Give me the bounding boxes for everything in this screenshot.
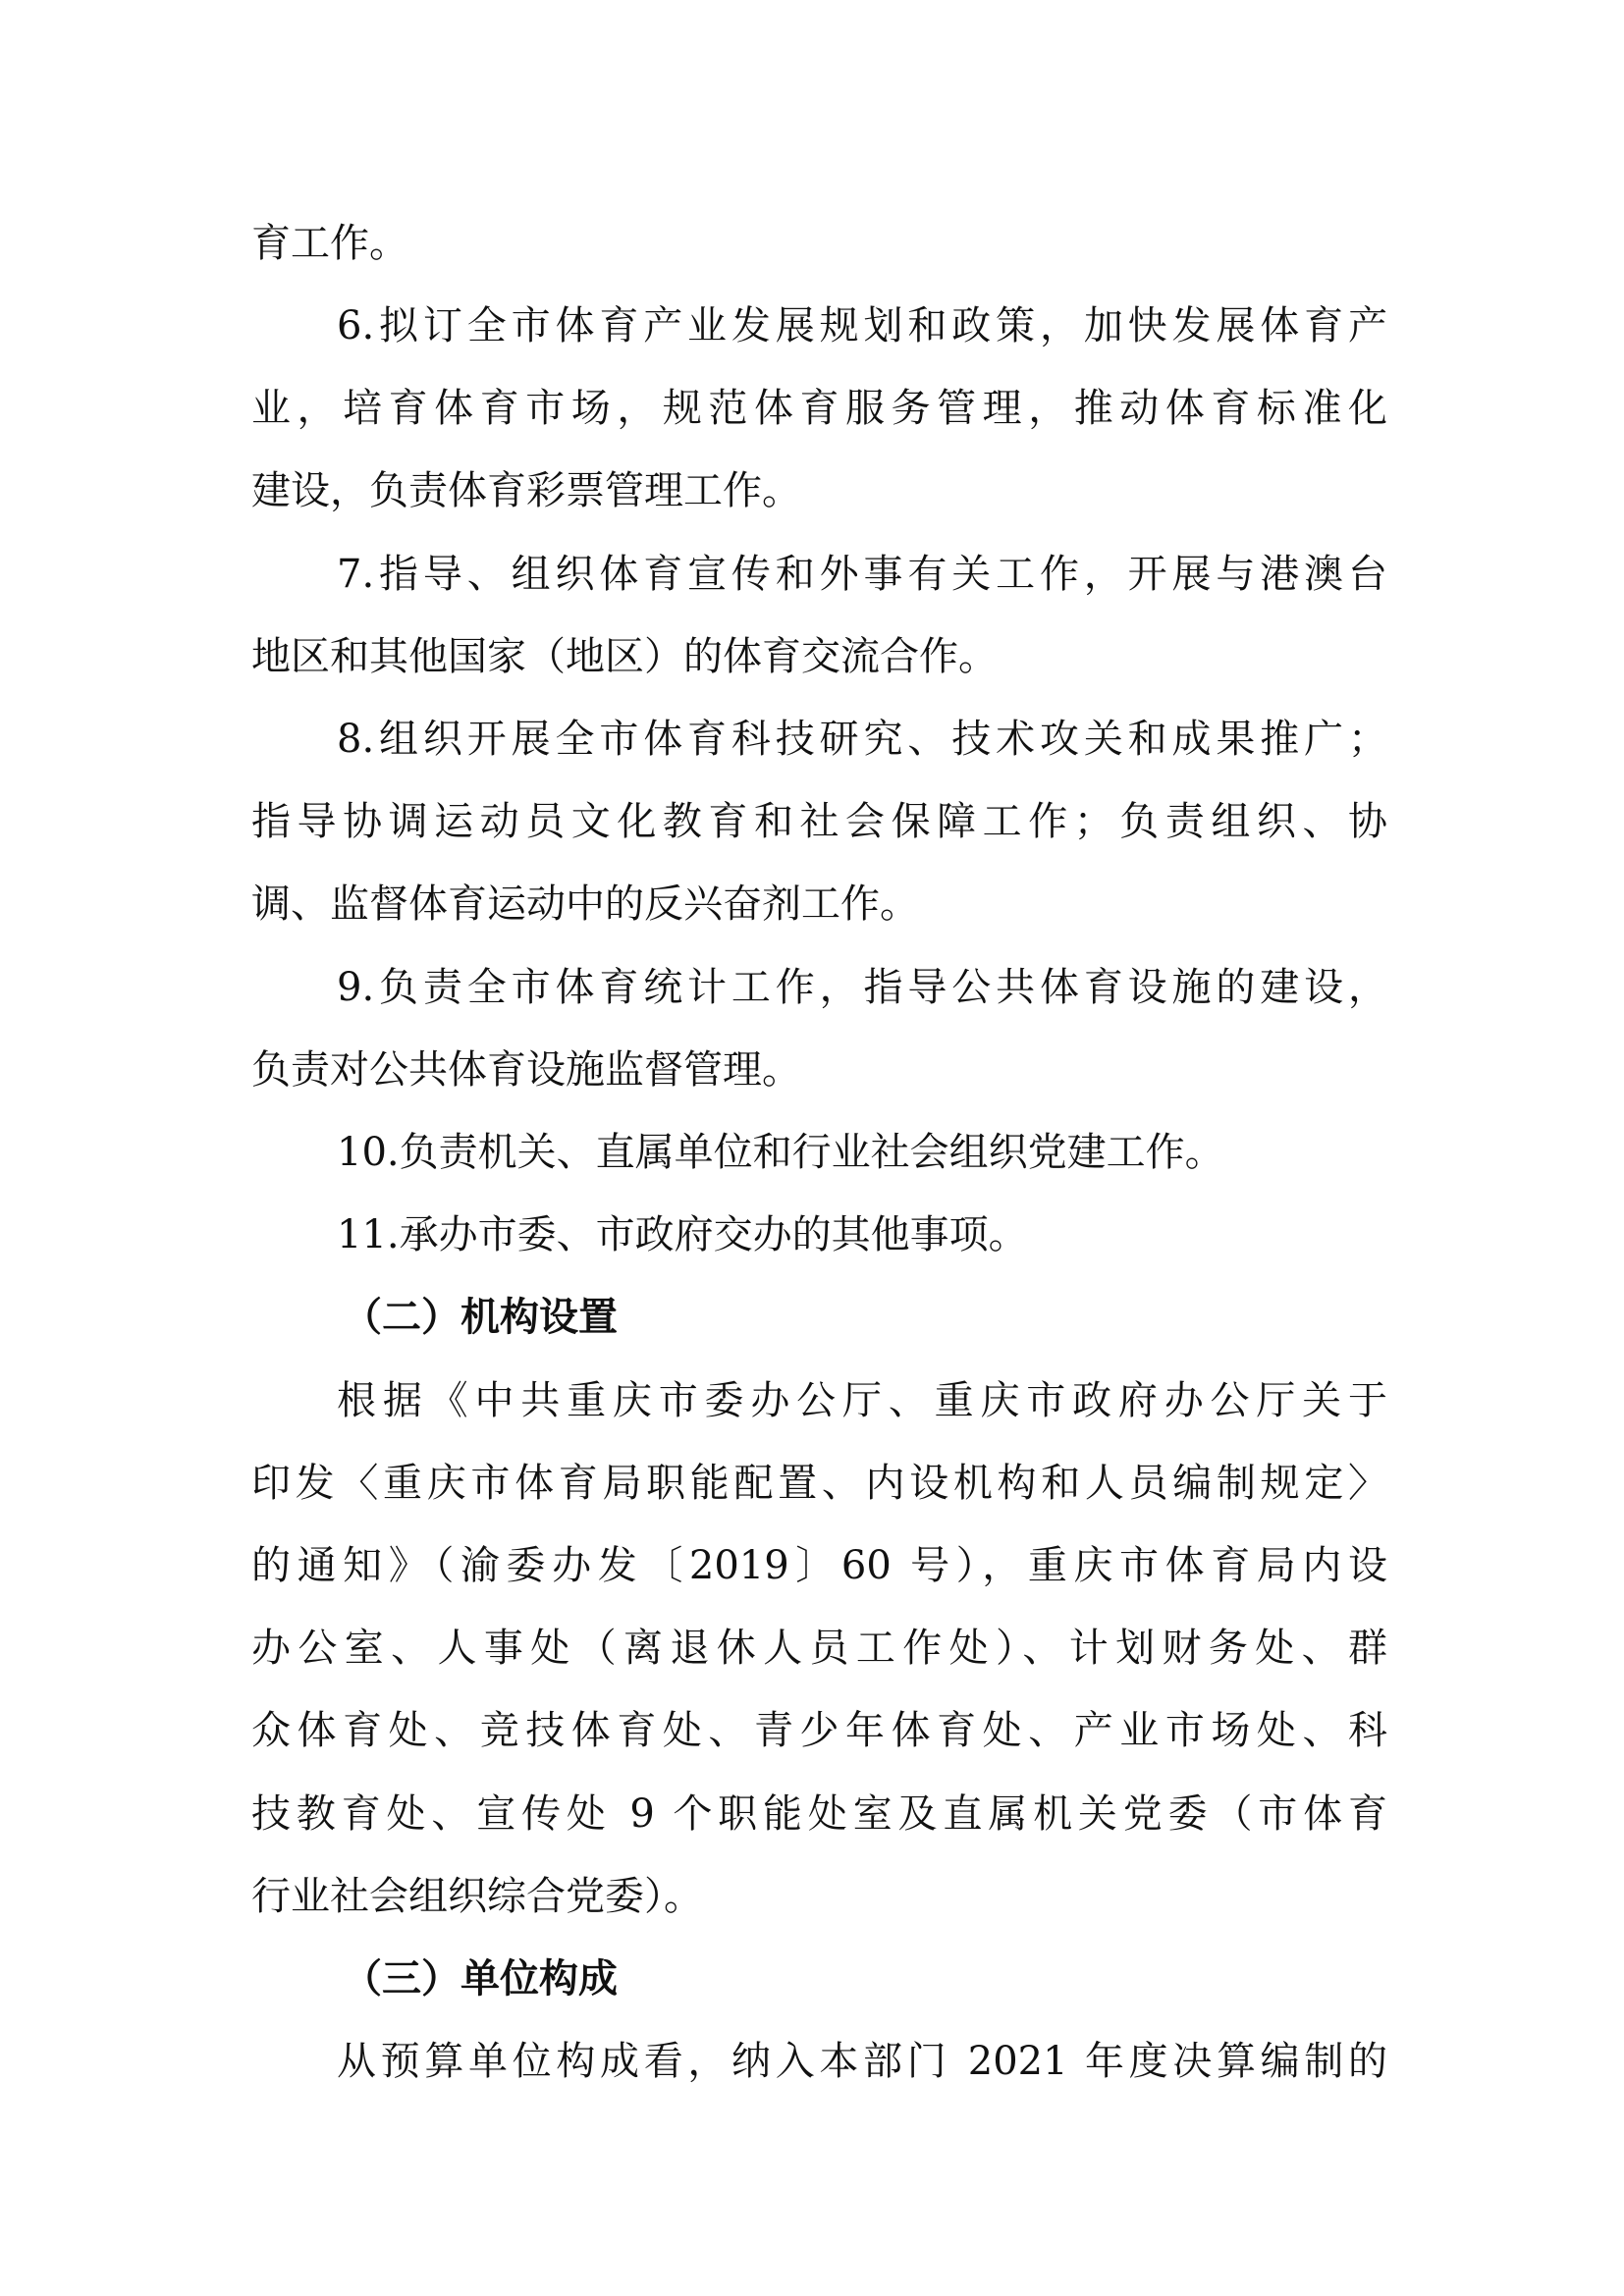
text-line: 技教育处、宣传处 9 个职能处室及直属机关党委（市体育 <box>251 1791 1387 1837</box>
paragraph-item-7: 7.指导、组织体育宣传和外事有关工作，开展与港澳台 <box>337 552 1387 597</box>
paragraph-units: 从预算单位构成看，纳入本部门 2021 年度决算编制的 <box>337 2039 1387 2084</box>
text-line: 负责对公共体育设施监督管理。 <box>251 1047 801 1093</box>
text-line: 调、监督体育运动中的反兴奋剂工作。 <box>251 881 919 927</box>
text-line: 印发〈重庆市体育局职能配置、内设机构和人员编制规定〉 <box>251 1461 1387 1506</box>
text-line: 地区和其他国家（地区）的体育交流合作。 <box>251 634 998 679</box>
section-heading-units: （三）单位构成 <box>343 1955 618 2002</box>
paragraph-item-11: 11.承办市委、市政府交办的其他事项。 <box>337 1212 1028 1257</box>
text-line: 众体育处、竞技体育处、青少年体育处、产业市场处、科 <box>251 1708 1387 1753</box>
text-line: 建设，负责体育彩票管理工作。 <box>251 468 801 513</box>
text-line: 的通知》（渝委办发〔2019〕60 号），重庆市体育局内设 <box>251 1543 1387 1588</box>
paragraph-item-8: 8.组织开展全市体育科技研究、技术攻关和成果推广； <box>337 717 1387 762</box>
text-line: 指导协调运动员文化教育和社会保障工作；负责组织、协 <box>251 799 1387 844</box>
text-line: 办公室、人事处（离退休人员工作处）、计划财务处、群 <box>251 1626 1387 1671</box>
text-line: 行业社会组织综合党委）。 <box>251 1874 703 1919</box>
paragraph-item-6: 6.拟订全市体育产业发展规划和政策，加快发展体育产 <box>337 303 1387 348</box>
paragraph-item-10: 10.负责机关、直属单位和行业社会组织党建工作。 <box>337 1130 1224 1175</box>
text-line: 业，培育体育市场，规范体育服务管理，推动体育标准化 <box>251 386 1387 431</box>
paragraph-institution: 根据《中共重庆市委办公厅、重庆市政府办公厅关于 <box>337 1378 1387 1423</box>
paragraph-item-9: 9.负责全市体育统计工作，指导公共体育设施的建设， <box>337 965 1387 1010</box>
section-heading-institution: （二）机构设置 <box>343 1294 618 1340</box>
text-line: 育工作。 <box>251 221 408 266</box>
